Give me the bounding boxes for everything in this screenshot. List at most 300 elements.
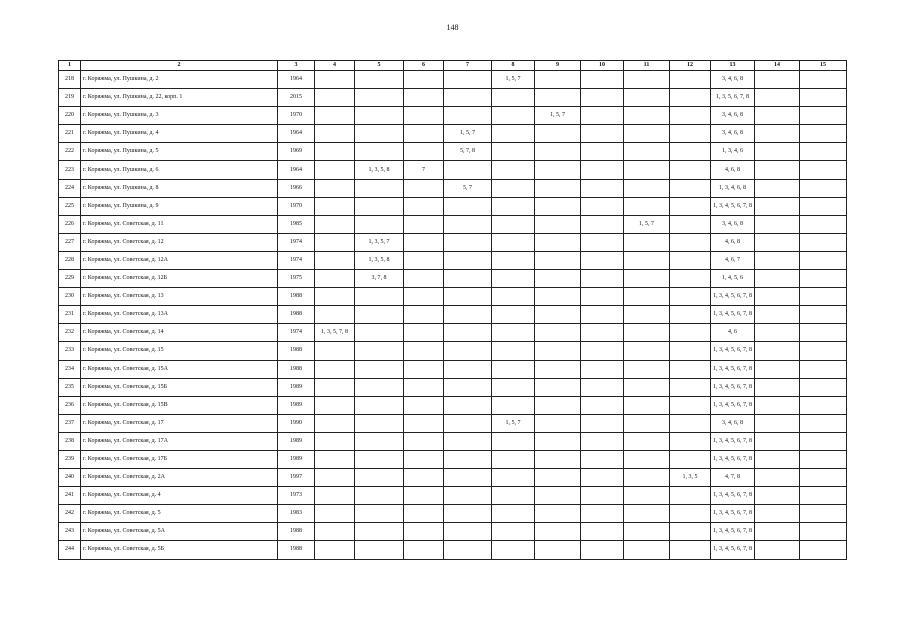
column-13-cell: 1, 3, 4, 5, 6, 7, 8: [711, 487, 755, 505]
column-10-cell: [581, 143, 624, 161]
table-row: [59, 541, 847, 559]
column-10-cell: [581, 306, 624, 324]
column-13-cell: 4, 6, 7: [711, 251, 755, 269]
column-14-cell: [755, 469, 800, 487]
column-13-cell: 4, 6, 8: [711, 161, 755, 179]
column-5-cell: [355, 432, 404, 450]
column-10-cell: [581, 414, 624, 432]
column-14-cell: [755, 71, 800, 89]
column-5-cell: [355, 288, 404, 306]
table-row: [59, 414, 847, 432]
column-12-cell: [670, 143, 711, 161]
column-10-cell: [581, 360, 624, 378]
table-row: [59, 233, 847, 251]
column-14-cell: [755, 396, 800, 414]
column-9-cell: [535, 179, 581, 197]
column-6-cell: [404, 197, 444, 215]
column-7-cell: [444, 523, 492, 541]
column-5-cell: 1, 3, 5, 7: [355, 233, 404, 251]
column-7-cell: [444, 469, 492, 487]
column-13-cell: 3, 4, 6, 8: [711, 107, 755, 125]
column-6-cell: [404, 71, 444, 89]
year-cell: 1969: [278, 143, 315, 161]
column-12-cell: [670, 523, 711, 541]
column-header: 5: [355, 61, 404, 71]
table-row: [59, 71, 847, 89]
column-13-cell: 4, 7, 8: [711, 469, 755, 487]
column-10-cell: [581, 396, 624, 414]
column-6-cell: [404, 505, 444, 523]
column-8-cell: [492, 450, 535, 468]
column-4-cell: [315, 396, 355, 414]
column-15-cell: [800, 233, 847, 251]
address-cell: г. Коряжма, ул. Пушкина, д. 3: [81, 107, 278, 125]
column-13-cell: 3, 4, 6, 8: [711, 414, 755, 432]
column-12-cell: [670, 270, 711, 288]
column-11-cell: [624, 125, 670, 143]
column-12-cell: [670, 251, 711, 269]
year-cell: 1988: [278, 342, 315, 360]
address-cell: г. Коряжма, ул. Пушкина, д. 4: [81, 125, 278, 143]
row-number-cell: 231: [59, 306, 81, 324]
column-12-cell: [670, 215, 711, 233]
column-6-cell: [404, 324, 444, 342]
column-6-cell: [404, 396, 444, 414]
column-9-cell: [535, 288, 581, 306]
column-6-cell: [404, 306, 444, 324]
table-row: [59, 288, 847, 306]
column-13-cell: 1, 3, 4, 5, 6, 7, 8: [711, 541, 755, 559]
column-10-cell: [581, 432, 624, 450]
address-cell: г. Коряжма, ул. Пушкина, д. 2: [81, 71, 278, 89]
column-5-cell: [355, 197, 404, 215]
column-14-cell: [755, 306, 800, 324]
column-8-cell: [492, 306, 535, 324]
year-cell: 1989: [278, 378, 315, 396]
column-7-cell: [444, 270, 492, 288]
column-12-cell: [670, 233, 711, 251]
column-7-cell: [444, 161, 492, 179]
row-number-cell: 222: [59, 143, 81, 161]
column-7-cell: 5, 7, 8: [444, 143, 492, 161]
column-6-cell: [404, 89, 444, 107]
column-10-cell: [581, 270, 624, 288]
address-cell: г. Коряжма, ул. Пушкина, д. 6: [81, 161, 278, 179]
table-row: [59, 270, 847, 288]
row-number-cell: 225: [59, 197, 81, 215]
column-6-cell: [404, 233, 444, 251]
column-9-cell: [535, 505, 581, 523]
column-11-cell: [624, 360, 670, 378]
column-14-cell: [755, 378, 800, 396]
column-10-cell: [581, 89, 624, 107]
column-4-cell: [315, 143, 355, 161]
row-number-cell: 228: [59, 251, 81, 269]
address-cell: г. Коряжма, ул. Советская, д. 5: [81, 505, 278, 523]
table-row: [59, 324, 847, 342]
column-10-cell: [581, 541, 624, 559]
column-7-cell: [444, 197, 492, 215]
column-6-cell: [404, 432, 444, 450]
column-8-cell: [492, 342, 535, 360]
column-6-cell: [404, 288, 444, 306]
column-12-cell: [670, 71, 711, 89]
table-row: [59, 378, 847, 396]
column-9-cell: [535, 450, 581, 468]
table-row: [59, 487, 847, 505]
column-15-cell: [800, 541, 847, 559]
column-11-cell: [624, 89, 670, 107]
column-4-cell: [315, 233, 355, 251]
column-15-cell: [800, 342, 847, 360]
column-11-cell: [624, 179, 670, 197]
address-cell: г. Коряжма, ул. Советская, д. 11: [81, 215, 278, 233]
column-4-cell: [315, 161, 355, 179]
column-6-cell: 7: [404, 161, 444, 179]
column-11-cell: [624, 306, 670, 324]
column-6-cell: [404, 179, 444, 197]
column-7-cell: [444, 360, 492, 378]
year-cell: 1974: [278, 251, 315, 269]
column-14-cell: [755, 541, 800, 559]
column-15-cell: [800, 125, 847, 143]
row-number-cell: 230: [59, 288, 81, 306]
column-15-cell: [800, 306, 847, 324]
column-7-cell: [444, 342, 492, 360]
column-15-cell: [800, 469, 847, 487]
column-9-cell: [535, 432, 581, 450]
table-row: [59, 89, 847, 107]
year-cell: 1989: [278, 432, 315, 450]
column-13-cell: 1, 3, 4, 5, 6, 7, 8: [711, 197, 755, 215]
address-cell: г. Коряжма, ул. Советская, д. 5Б: [81, 541, 278, 559]
year-cell: 1964: [278, 71, 315, 89]
column-13-cell: 1, 3, 4, 5, 6, 7, 8: [711, 505, 755, 523]
column-15-cell: [800, 161, 847, 179]
column-15-cell: [800, 215, 847, 233]
column-4-cell: [315, 414, 355, 432]
year-cell: 1988: [278, 541, 315, 559]
column-4-cell: [315, 523, 355, 541]
column-9-cell: [535, 414, 581, 432]
column-15-cell: [800, 487, 847, 505]
column-11-cell: [624, 107, 670, 125]
row-number-cell: 229: [59, 270, 81, 288]
year-cell: 1966: [278, 179, 315, 197]
column-10-cell: [581, 197, 624, 215]
column-8-cell: [492, 288, 535, 306]
column-15-cell: [800, 523, 847, 541]
column-5-cell: [355, 306, 404, 324]
column-15-cell: [800, 143, 847, 161]
column-9-cell: [535, 541, 581, 559]
column-6-cell: [404, 450, 444, 468]
column-7-cell: [444, 89, 492, 107]
column-14-cell: [755, 270, 800, 288]
column-5-cell: [355, 215, 404, 233]
column-11-cell: [624, 342, 670, 360]
column-9-cell: [535, 523, 581, 541]
column-8-cell: [492, 270, 535, 288]
table-row: [59, 360, 847, 378]
column-13-cell: 1, 3, 4, 5, 6, 7, 8: [711, 432, 755, 450]
column-12-cell: [670, 125, 711, 143]
column-15-cell: [800, 432, 847, 450]
address-cell: г. Коряжма, ул. Советская, д. 14: [81, 324, 278, 342]
address-cell: г. Коряжма, ул. Советская, д. 12Б: [81, 270, 278, 288]
column-4-cell: [315, 541, 355, 559]
column-7-cell: [444, 107, 492, 125]
column-15-cell: [800, 251, 847, 269]
column-8-cell: [492, 396, 535, 414]
column-7-cell: [444, 378, 492, 396]
column-9-cell: [535, 197, 581, 215]
column-13-cell: 1, 3, 4, 5, 6, 7, 8: [711, 450, 755, 468]
column-header: 13: [711, 61, 755, 71]
column-6-cell: [404, 143, 444, 161]
column-13-cell: 3, 4, 6, 8: [711, 71, 755, 89]
column-7-cell: 5, 7: [444, 179, 492, 197]
column-8-cell: [492, 143, 535, 161]
year-cell: 1988: [278, 523, 315, 541]
column-9-cell: [535, 469, 581, 487]
column-12-cell: [670, 414, 711, 432]
column-15-cell: [800, 179, 847, 197]
column-6-cell: [404, 251, 444, 269]
column-12-cell: [670, 306, 711, 324]
column-8-cell: [492, 251, 535, 269]
table-row: [59, 450, 847, 468]
column-header: 12: [670, 61, 711, 71]
column-12-cell: [670, 505, 711, 523]
column-4-cell: [315, 306, 355, 324]
column-7-cell: [444, 233, 492, 251]
year-cell: 1988: [278, 360, 315, 378]
column-14-cell: [755, 342, 800, 360]
column-8-cell: 1, 5, 7: [492, 71, 535, 89]
column-5-cell: [355, 71, 404, 89]
address-cell: г. Коряжма, ул. Советская, д. 2А: [81, 469, 278, 487]
column-header: 15: [800, 61, 847, 71]
column-8-cell: [492, 89, 535, 107]
column-8-cell: [492, 161, 535, 179]
column-4-cell: [315, 469, 355, 487]
column-9-cell: [535, 215, 581, 233]
year-cell: 1983: [278, 505, 315, 523]
column-5-cell: [355, 324, 404, 342]
table-row: [59, 215, 847, 233]
column-8-cell: 1, 5, 7: [492, 414, 535, 432]
column-7-cell: [444, 324, 492, 342]
column-4-cell: [315, 89, 355, 107]
column-10-cell: [581, 161, 624, 179]
year-cell: 1990: [278, 414, 315, 432]
column-11-cell: 1, 5, 7: [624, 215, 670, 233]
column-13-cell: 1, 3, 4, 5, 6, 7, 8: [711, 360, 755, 378]
column-10-cell: [581, 215, 624, 233]
column-4-cell: [315, 378, 355, 396]
column-14-cell: [755, 251, 800, 269]
column-13-cell: 4, 6, 8: [711, 233, 755, 251]
table-row: [59, 469, 847, 487]
column-9-cell: [535, 342, 581, 360]
column-8-cell: [492, 487, 535, 505]
year-cell: 1997: [278, 469, 315, 487]
column-13-cell: 3, 4, 6, 8: [711, 125, 755, 143]
address-cell: г. Коряжма, ул. Советская, д. 12А: [81, 251, 278, 269]
column-12-cell: [670, 161, 711, 179]
column-14-cell: [755, 143, 800, 161]
column-14-cell: [755, 324, 800, 342]
column-13-cell: 1, 3, 4, 5, 6, 7, 8: [711, 288, 755, 306]
column-13-cell: 1, 3, 4, 6, 8: [711, 179, 755, 197]
column-header: 8: [492, 61, 535, 71]
column-4-cell: [315, 125, 355, 143]
column-6-cell: [404, 469, 444, 487]
column-12-cell: [670, 324, 711, 342]
column-14-cell: [755, 125, 800, 143]
column-4-cell: [315, 107, 355, 125]
column-8-cell: [492, 107, 535, 125]
column-9-cell: [535, 487, 581, 505]
column-8-cell: [492, 324, 535, 342]
address-cell: г. Коряжма, ул. Советская, д. 4: [81, 487, 278, 505]
year-cell: 2015: [278, 89, 315, 107]
address-cell: г. Коряжма, ул. Советская, д. 15Б: [81, 378, 278, 396]
column-8-cell: [492, 469, 535, 487]
column-10-cell: [581, 487, 624, 505]
row-number-cell: 243: [59, 523, 81, 541]
table-row: [59, 125, 847, 143]
column-5-cell: [355, 450, 404, 468]
column-8-cell: [492, 360, 535, 378]
building-register-table: [58, 60, 847, 560]
table-body: [59, 71, 847, 560]
column-4-cell: [315, 215, 355, 233]
year-cell: 1974: [278, 233, 315, 251]
row-number-cell: 219: [59, 89, 81, 107]
column-4-cell: [315, 505, 355, 523]
address-cell: г. Коряжма, ул. Пушкина, д. 5: [81, 143, 278, 161]
column-11-cell: [624, 378, 670, 396]
table-row: [59, 342, 847, 360]
column-10-cell: [581, 107, 624, 125]
column-6-cell: [404, 523, 444, 541]
address-cell: г. Коряжма, ул. Советская, д. 17Б: [81, 450, 278, 468]
column-4-cell: [315, 270, 355, 288]
column-15-cell: [800, 414, 847, 432]
column-7-cell: [444, 396, 492, 414]
row-number-cell: 221: [59, 125, 81, 143]
column-4-cell: [315, 179, 355, 197]
column-11-cell: [624, 161, 670, 179]
column-14-cell: [755, 107, 800, 125]
row-number-cell: 241: [59, 487, 81, 505]
table-row: [59, 396, 847, 414]
column-9-cell: [535, 125, 581, 143]
table-row: [59, 505, 847, 523]
address-cell: г. Коряжма, ул. Пушкина, д. 9: [81, 197, 278, 215]
column-11-cell: [624, 523, 670, 541]
column-7-cell: [444, 505, 492, 523]
column-13-cell: 1, 3, 5, 6, 7, 8: [711, 89, 755, 107]
column-9-cell: [535, 251, 581, 269]
row-number-cell: 235: [59, 378, 81, 396]
column-14-cell: [755, 505, 800, 523]
row-number-cell: 226: [59, 215, 81, 233]
column-7-cell: [444, 306, 492, 324]
row-number-cell: 242: [59, 505, 81, 523]
row-number-cell: 240: [59, 469, 81, 487]
column-13-cell: 1, 3, 4, 5, 6, 7, 8: [711, 396, 755, 414]
column-11-cell: [624, 505, 670, 523]
column-7-cell: [444, 450, 492, 468]
column-header: 10: [581, 61, 624, 71]
column-11-cell: [624, 251, 670, 269]
column-8-cell: [492, 125, 535, 143]
column-header: 6: [404, 61, 444, 71]
column-9-cell: [535, 89, 581, 107]
page-number: 148: [446, 23, 459, 32]
column-6-cell: [404, 541, 444, 559]
column-9-cell: 1, 5, 7: [535, 107, 581, 125]
column-15-cell: [800, 450, 847, 468]
year-cell: 1988: [278, 288, 315, 306]
column-7-cell: [444, 288, 492, 306]
column-4-cell: [315, 251, 355, 269]
column-9-cell: [535, 233, 581, 251]
column-12-cell: 1, 3, 5: [670, 469, 711, 487]
column-11-cell: [624, 71, 670, 89]
column-10-cell: [581, 251, 624, 269]
address-cell: г. Коряжма, ул. Советская, д. 15В: [81, 396, 278, 414]
column-15-cell: [800, 71, 847, 89]
column-13-cell: 4, 6: [711, 324, 755, 342]
column-5-cell: [355, 414, 404, 432]
column-15-cell: [800, 107, 847, 125]
column-4-cell: [315, 342, 355, 360]
column-12-cell: [670, 89, 711, 107]
column-10-cell: [581, 324, 624, 342]
column-14-cell: [755, 288, 800, 306]
column-10-cell: [581, 179, 624, 197]
column-8-cell: [492, 179, 535, 197]
year-cell: 1975: [278, 270, 315, 288]
column-14-cell: [755, 179, 800, 197]
column-5-cell: [355, 396, 404, 414]
column-13-cell: 1, 3, 4, 5, 6, 7, 8: [711, 306, 755, 324]
row-number-cell: 218: [59, 71, 81, 89]
column-7-cell: [444, 215, 492, 233]
column-11-cell: [624, 469, 670, 487]
column-15-cell: [800, 360, 847, 378]
year-cell: 1989: [278, 396, 315, 414]
address-cell: г. Коряжма, ул. Пушкина, д. 22, корп. 1: [81, 89, 278, 107]
column-6-cell: [404, 270, 444, 288]
column-15-cell: [800, 396, 847, 414]
column-5-cell: [355, 125, 404, 143]
column-10-cell: [581, 469, 624, 487]
column-12-cell: [670, 360, 711, 378]
column-15-cell: [800, 89, 847, 107]
column-14-cell: [755, 360, 800, 378]
column-10-cell: [581, 378, 624, 396]
year-cell: 1989: [278, 450, 315, 468]
column-5-cell: [355, 487, 404, 505]
column-12-cell: [670, 179, 711, 197]
column-8-cell: [492, 378, 535, 396]
column-header: 9: [535, 61, 581, 71]
